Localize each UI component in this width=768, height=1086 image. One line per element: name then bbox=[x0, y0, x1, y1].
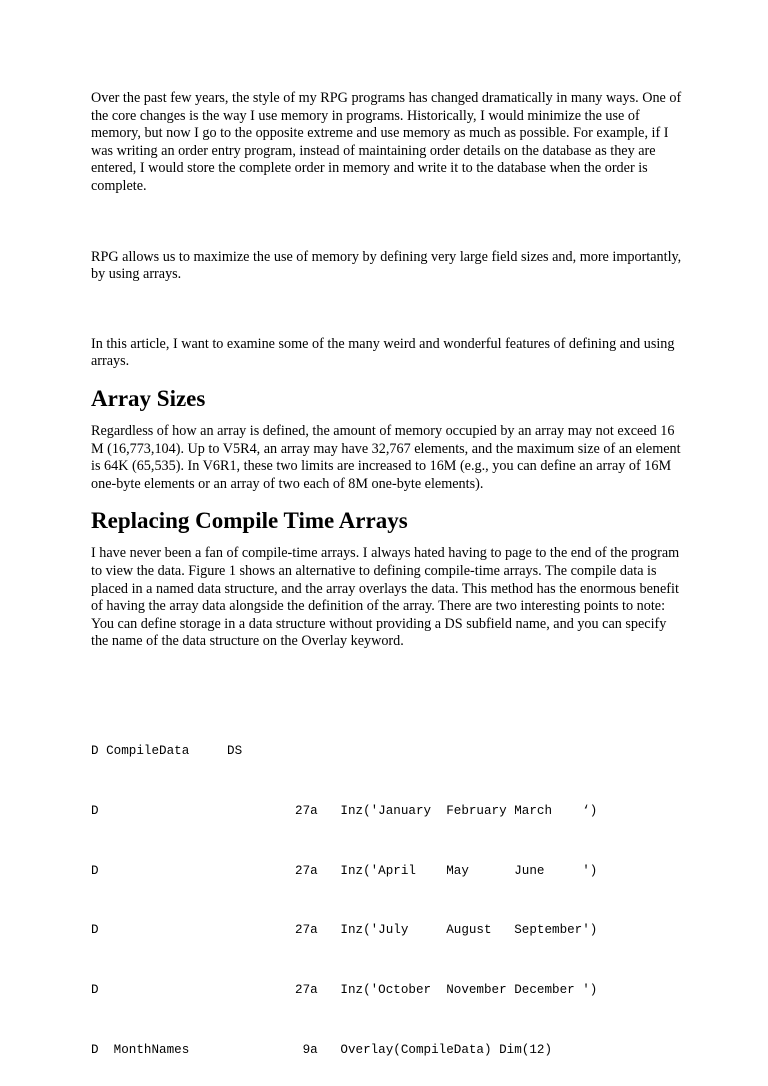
heading-array-sizes: Array Sizes bbox=[91, 385, 206, 411]
code-line: D MonthNames 9a Overlay(CompileData) Dim(12) bbox=[91, 1042, 553, 1057]
code-line: D 27a Inz('October November December ') bbox=[91, 983, 598, 998]
intro-paragraph-2: RPG allows us to maximize the use of memory by defining very large field sizes and, more importantly, by using arrays. bbox=[91, 248, 682, 283]
heading-replacing-compile-time-arrays: Replacing Compile Time Arrays bbox=[91, 508, 408, 534]
intro-paragraph-3: In this article, I want to examine some of the many weird and wonderful features of defining and using arrays. bbox=[91, 335, 675, 370]
code-line: D 27a Inz('April May June ') bbox=[91, 863, 598, 878]
article-body bbox=[91, 90, 683, 651]
compile-time-paragraph: I have never been a fan of compile-time arrays. I always hated having to page to the end of the program to view the data. Figure 1 shows an alternative to defining compile-time arrays. The compile data is placed in a named data structure, and the array overlays the data. This method has the enormous benefit of having the array data alongside the definition of the array. There are two interesting points to note: You can define storage in a data structure without providing a DS subfield name, and you can specify the name of the data structure on the Overlay keyword. bbox=[91, 545, 680, 650]
intro-paragraph-1: Over the past few years, the style of my RPG programs has changed dramatically in many ways. One of the core changes is the way I use memory in programs. Historically, I would minimize the use of memory, but now I go to the opposite extreme and use memory as much as possible. For example, if I was writing an order entry program, instead of maintaining order details on the database as they are entered, I would store the complete order in memory and write it to the database when the order is complete. bbox=[91, 90, 682, 194]
code-figure bbox=[91, 713, 691, 1086]
array-sizes-paragraph: Regardless of how an array is defined, the amount of memory occupied by an array may not exceed 16 M (16,773,104). Up to V5R4, an array may have 32,767 elements, and the maximum size of an element is 64K (65,535). In V6R1, these two limits are increased to 16M (e.g., you can define an array of 16M one-byte elements or an array of two each of 8M one-byte elements). bbox=[91, 422, 681, 492]
code-line: D 27a Inz('July August September') bbox=[91, 923, 598, 938]
code-line: D CompileData DS bbox=[91, 744, 243, 758]
code-line: D 27a Inz('January February March ‘) bbox=[91, 803, 598, 818]
